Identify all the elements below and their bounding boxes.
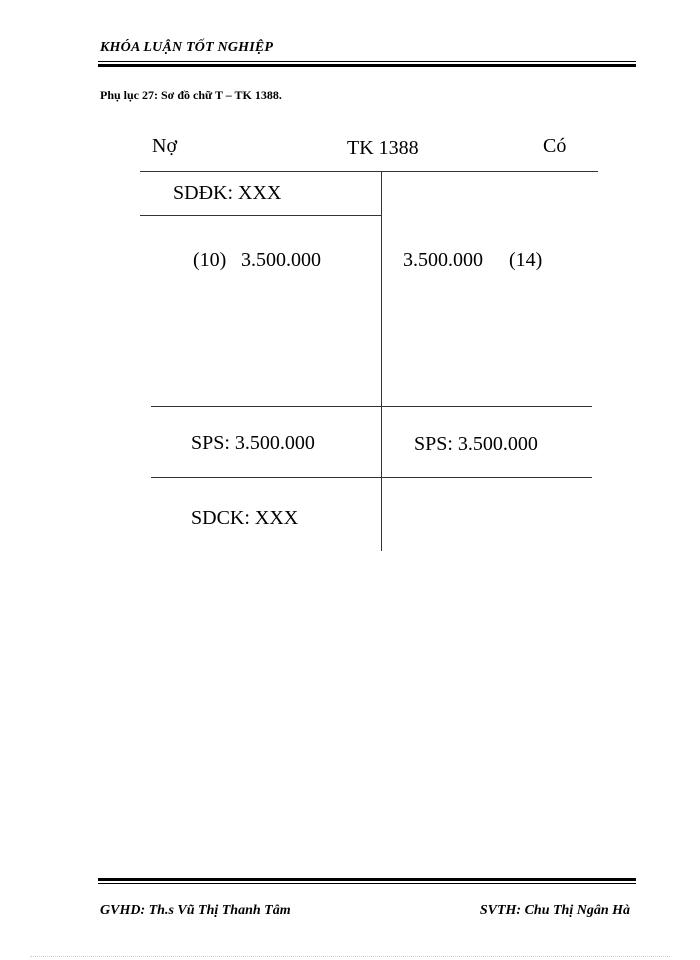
debit-entry-ref: (10) [193,249,227,271]
opening-balance-underline [140,215,381,216]
closing-balance: SDCK: XXX [191,507,299,529]
footer-student: SVTH: Chu Thị Ngân Hà [479,903,630,918]
footer-supervisor: GVHD: Th.s Vũ Thị Thanh Tâm [100,903,291,918]
header-rule-thin [98,61,636,62]
t-account-top-line [140,171,598,172]
turnover-top-line [151,406,592,407]
appendix-title: Phụ lục 27: Sơ đồ chữ T – TK 1388. [100,88,282,102]
debit-turnover: SPS: 3.500.000 [191,432,315,454]
t-account-vertical-line [381,171,382,551]
opening-balance: SDĐK: XXX [173,182,282,204]
account-name: TK 1388 [347,137,419,159]
document-header-title: KHÓA LUẬN TỐT NGHIỆP [100,40,274,55]
turnover-bottom-line [151,477,592,478]
debit-entry-amount: 3.500.000 [241,249,321,271]
footer-rule-thick [98,878,636,881]
footer-rule-thin [98,883,636,884]
credit-label: Có [543,135,567,157]
credit-entry-ref: (14) [509,249,543,271]
page-bottom-dotted-line [30,956,670,957]
credit-entry-amount: 3.500.000 [403,249,483,271]
debit-label: Nợ [152,135,178,157]
header-rule-thick [98,64,636,67]
credit-turnover: SPS: 3.500.000 [414,433,538,455]
